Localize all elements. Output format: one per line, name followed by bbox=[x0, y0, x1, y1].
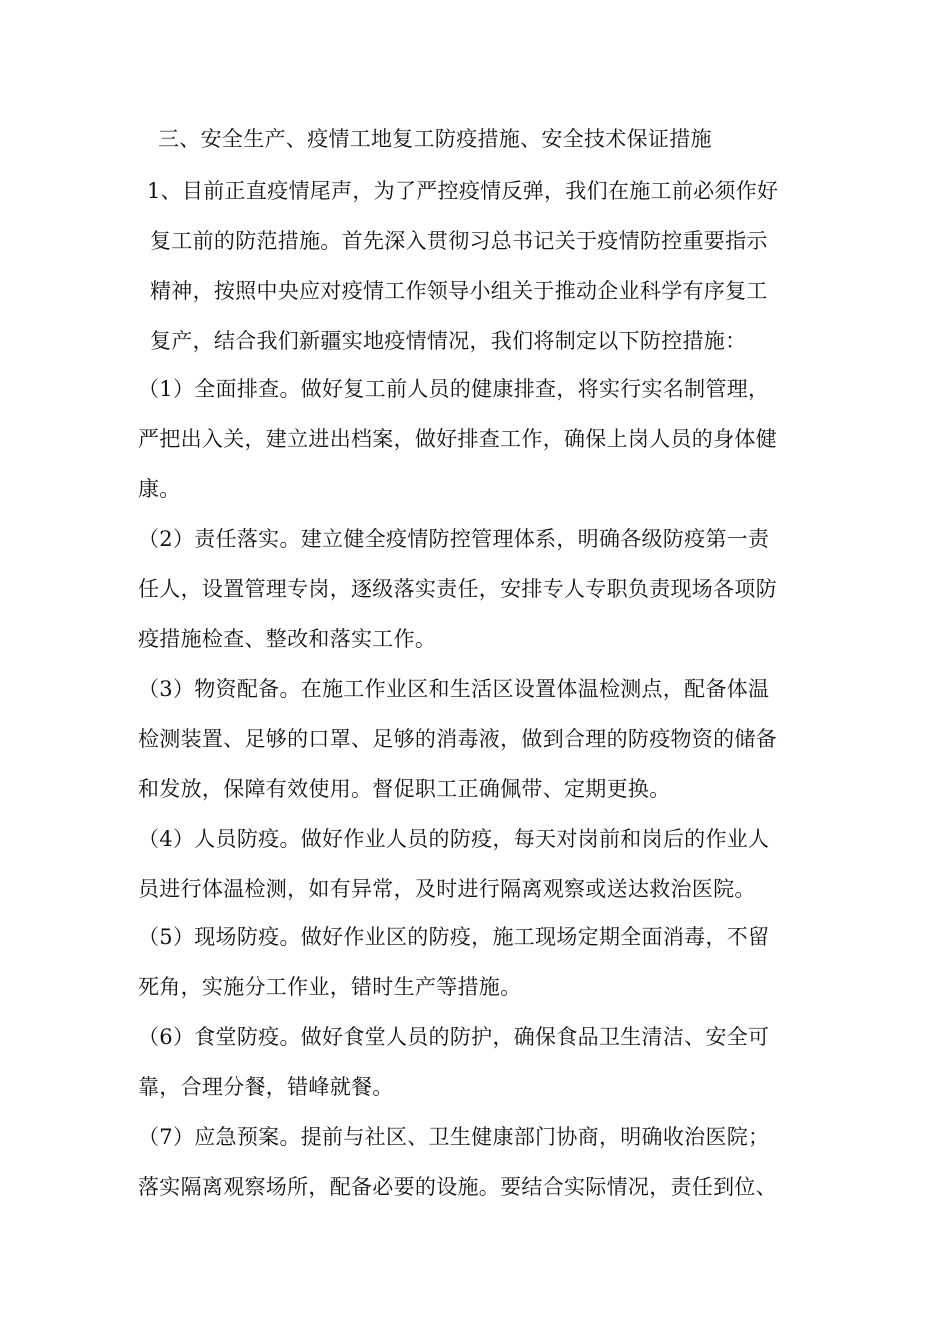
paragraph-line: 检测装置、足够的口罩、足够的消毒液，做到合理的防疫物资的储备 bbox=[138, 727, 777, 751]
section-heading: 三、安全生产、疫情工地复工防疫措施、安全技术保证措施 bbox=[158, 127, 712, 151]
paragraph-line: （4）人员防疫。做好作业人员的防疫，每天对岗前和岗后的作业人 bbox=[138, 827, 770, 851]
paragraph-line: 严把出入关，建立进出档案，做好排查工作，确保上岗人员的身体健 bbox=[138, 427, 777, 451]
paragraph-line: 康。 bbox=[138, 477, 181, 501]
paragraph-line: （6）食堂防疫。做好食堂人员的防护，确保食品卫生清洁、安全可 bbox=[138, 1025, 770, 1049]
paragraph-line: 任人，设置管理专岗，逐级落实责任，安排专人专职负责现场各项防 bbox=[138, 577, 777, 601]
paragraph-line: （5）现场防疫。做好作业区的防疫，施工现场定期全面消毒，不留 bbox=[138, 925, 770, 949]
paragraph-line: 复工前的防范措施。首先深入贯彻习总书记关于疫情防控重要指示 bbox=[150, 229, 768, 253]
paragraph-line: （7）应急预案。提前与社区、卫生健康部门协商，明确收治医院； bbox=[138, 1125, 770, 1149]
paragraph-line: 死角，实施分工作业，错时生产等措施。 bbox=[138, 975, 522, 999]
paragraph-line: 精神，按照中央应对疫情工作领导小组关于推动企业科学有序复工 bbox=[150, 279, 768, 303]
paragraph-line: （3）物资配备。在施工作业区和生活区设置体温检测点，配备体温 bbox=[138, 677, 770, 701]
paragraph-line: （2）责任落实。建立健全疫情防控管理体系，明确各级防疫第一责 bbox=[138, 527, 770, 551]
paragraph-line: 落实隔离观察场所，配备必要的设施。要结合实际情况，责任到位、 bbox=[138, 1175, 777, 1199]
paragraph-line: 1、目前正直疫情尾声，为了严控疫情反弹，我们在施工前必须作好 bbox=[147, 179, 779, 203]
paragraph-line: （1）全面排查。做好复工前人员的健康排查，将实行实名制管理， bbox=[138, 377, 770, 401]
paragraph-line: 复产，结合我们新疆实地疫情情况，我们将制定以下防控措施： bbox=[150, 329, 747, 353]
paragraph-line: 和发放，保障有效使用。督促职工正确佩带、定期更换。 bbox=[138, 777, 671, 801]
paragraph-line: 靠，合理分餐，错峰就餐。 bbox=[138, 1075, 394, 1099]
paragraph-line: 员进行体温检测，如有异常，及时进行隔离观察或送达救治医院。 bbox=[138, 877, 756, 901]
paragraph-line: 疫措施检查、整改和落实工作。 bbox=[138, 627, 437, 651]
